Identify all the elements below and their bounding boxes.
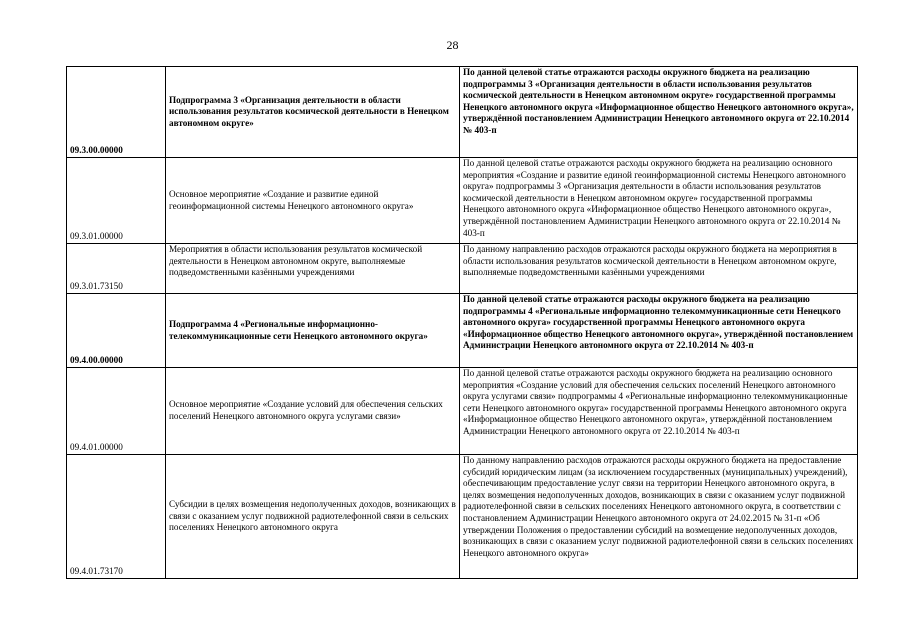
expense-name-cell: Мероприятия в области использования результатов космической деятельности в Ненецком автономном округе, выполняемые подведомственными казёнными учреждениями [166, 244, 460, 294]
expense-description-cell: По данной целевой статье отражаются расходы окружного бюджета на реализацию подпрограммы 4 «Региональные информационно телекоммуникационные сети Ненецкого автономного округа» государственной программы Ненецкого автономного округа «Информационное общество Ненецкого автономного округа», утверждённой постановлением Администрации Ненецкого автономного округа от 22.10.2014 № 403-п [460, 294, 858, 368]
table-row [67, 67, 858, 158]
expense-name-cell: Подпрограмма 4 «Региональные информационно-телекоммуникационные сети Ненецкого автономного округа» [166, 294, 460, 368]
budget-code-cell: 09.3.01.73150 [67, 244, 166, 294]
expense-description-cell: По данной целевой статье отражаются расходы окружного бюджета на реализацию подпрограммы 3 «Организация деятельности в области использования результатов космической деятельности в Ненецком автономном округе» государственной программы Ненецкого автономного округа «Информационное общество Ненецкого автономного округа», утверждённой постановлением Администрации Ненецкого автономного округа от 22.10.2014 № 403-п [460, 67, 858, 158]
budget-code-cell: 09.3.00.00000 [67, 67, 166, 158]
budget-code-cell: 09.4.00.00000 [67, 294, 166, 368]
budget-code-cell: 09.3.01.00000 [67, 158, 166, 244]
expense-description-cell: По данной целевой статье отражаются расходы окружного бюджета на реализацию основного мероприятия «Создание и развитие единой геоинформационной системы Ненецкого автономного округа» подпрограммы 3 «Организация деятельности в области использования результатов космической деятельности в Ненецком автономном округе» государственной программы Ненецкого автономного округа «Информационное общество Ненецкого автономного округа», утверждённой постановлением Администрации Ненецкого автономного округа от 22.10.2014 № 403-п [460, 158, 858, 244]
table-row [67, 244, 858, 294]
budget-classification-table [66, 66, 858, 579]
page-number: 28 [446, 38, 459, 52]
expense-name-cell: Основное мероприятие «Создание и развитие единой геоинформационной системы Ненецкого автономного округа» [166, 158, 460, 244]
table-row [67, 294, 858, 368]
expense-name-cell: Субсидии в целях возмещения недополученных доходов, возникающих в связи с оказанием услуг подвижной радиотелефонной связи в сельских поселениях Ненецкого автономного округа [166, 455, 460, 579]
table-row [67, 158, 858, 244]
budget-code-cell: 09.4.01.73170 [67, 455, 166, 579]
expense-description-cell: По данному направлению расходов отражаются расходы окружного бюджета на предоставление субсидий юридическим лицам (за исключением государственных (муниципальных) учреждений), обеспечивающим предоставление услуг связи на территории Ненецкого автономного округа, в целях возмещения недополученных доходов, возникающих в связи с оказанием услуг подвижной радиотелефонной связи в сельских поселениях Ненецкого автономного округа, в соответствии с постановлением Администрации Ненецкого автономного округа от 24.02.2015 № 31-п «Об утверждении Положения о предоставлении субсидий на возмещение недополученных доходов, возникающих в связи с оказанием услуг подвижной радиотелефонной связи в сельских поселениях Ненецкого автономного округа» [460, 455, 858, 579]
table-row [67, 455, 858, 579]
expense-name-cell: Подпрограмма 3 «Организация деятельности в области использования результатов космической деятельности в Ненецком автономном округе» [166, 67, 460, 158]
expense-description-cell: По данному направлению расходов отражаются расходы окружного бюджета на мероприятия в области использования результатов космической деятельности в Ненецком автономном округе, выполняемые подведомственными казёнными учреждениями [460, 244, 858, 294]
table-row [67, 368, 858, 455]
budget-code-cell: 09.4.01.00000 [67, 368, 166, 455]
expense-description-cell: По данной целевой статье отражаются расходы окружного бюджета на реализацию основного мероприятия «Создание условий для обеспечения сельских поселений Ненецкого автономного округа услугами связи» подпрограммы 4 «Региональные информационно телекоммуникационные сети Ненецкого автономного округа» государственной программы Ненецкого автономного округа «Информационное общество Ненецкого автономного округа», утверждённой постановлением Администрации Ненецкого автономного округа от 22.10.2014 № 403-п [460, 368, 858, 455]
expense-name-cell: Основное мероприятие «Создание условий для обеспечения сельских поселений Ненецкого автономного округа услугами связи» [166, 368, 460, 455]
